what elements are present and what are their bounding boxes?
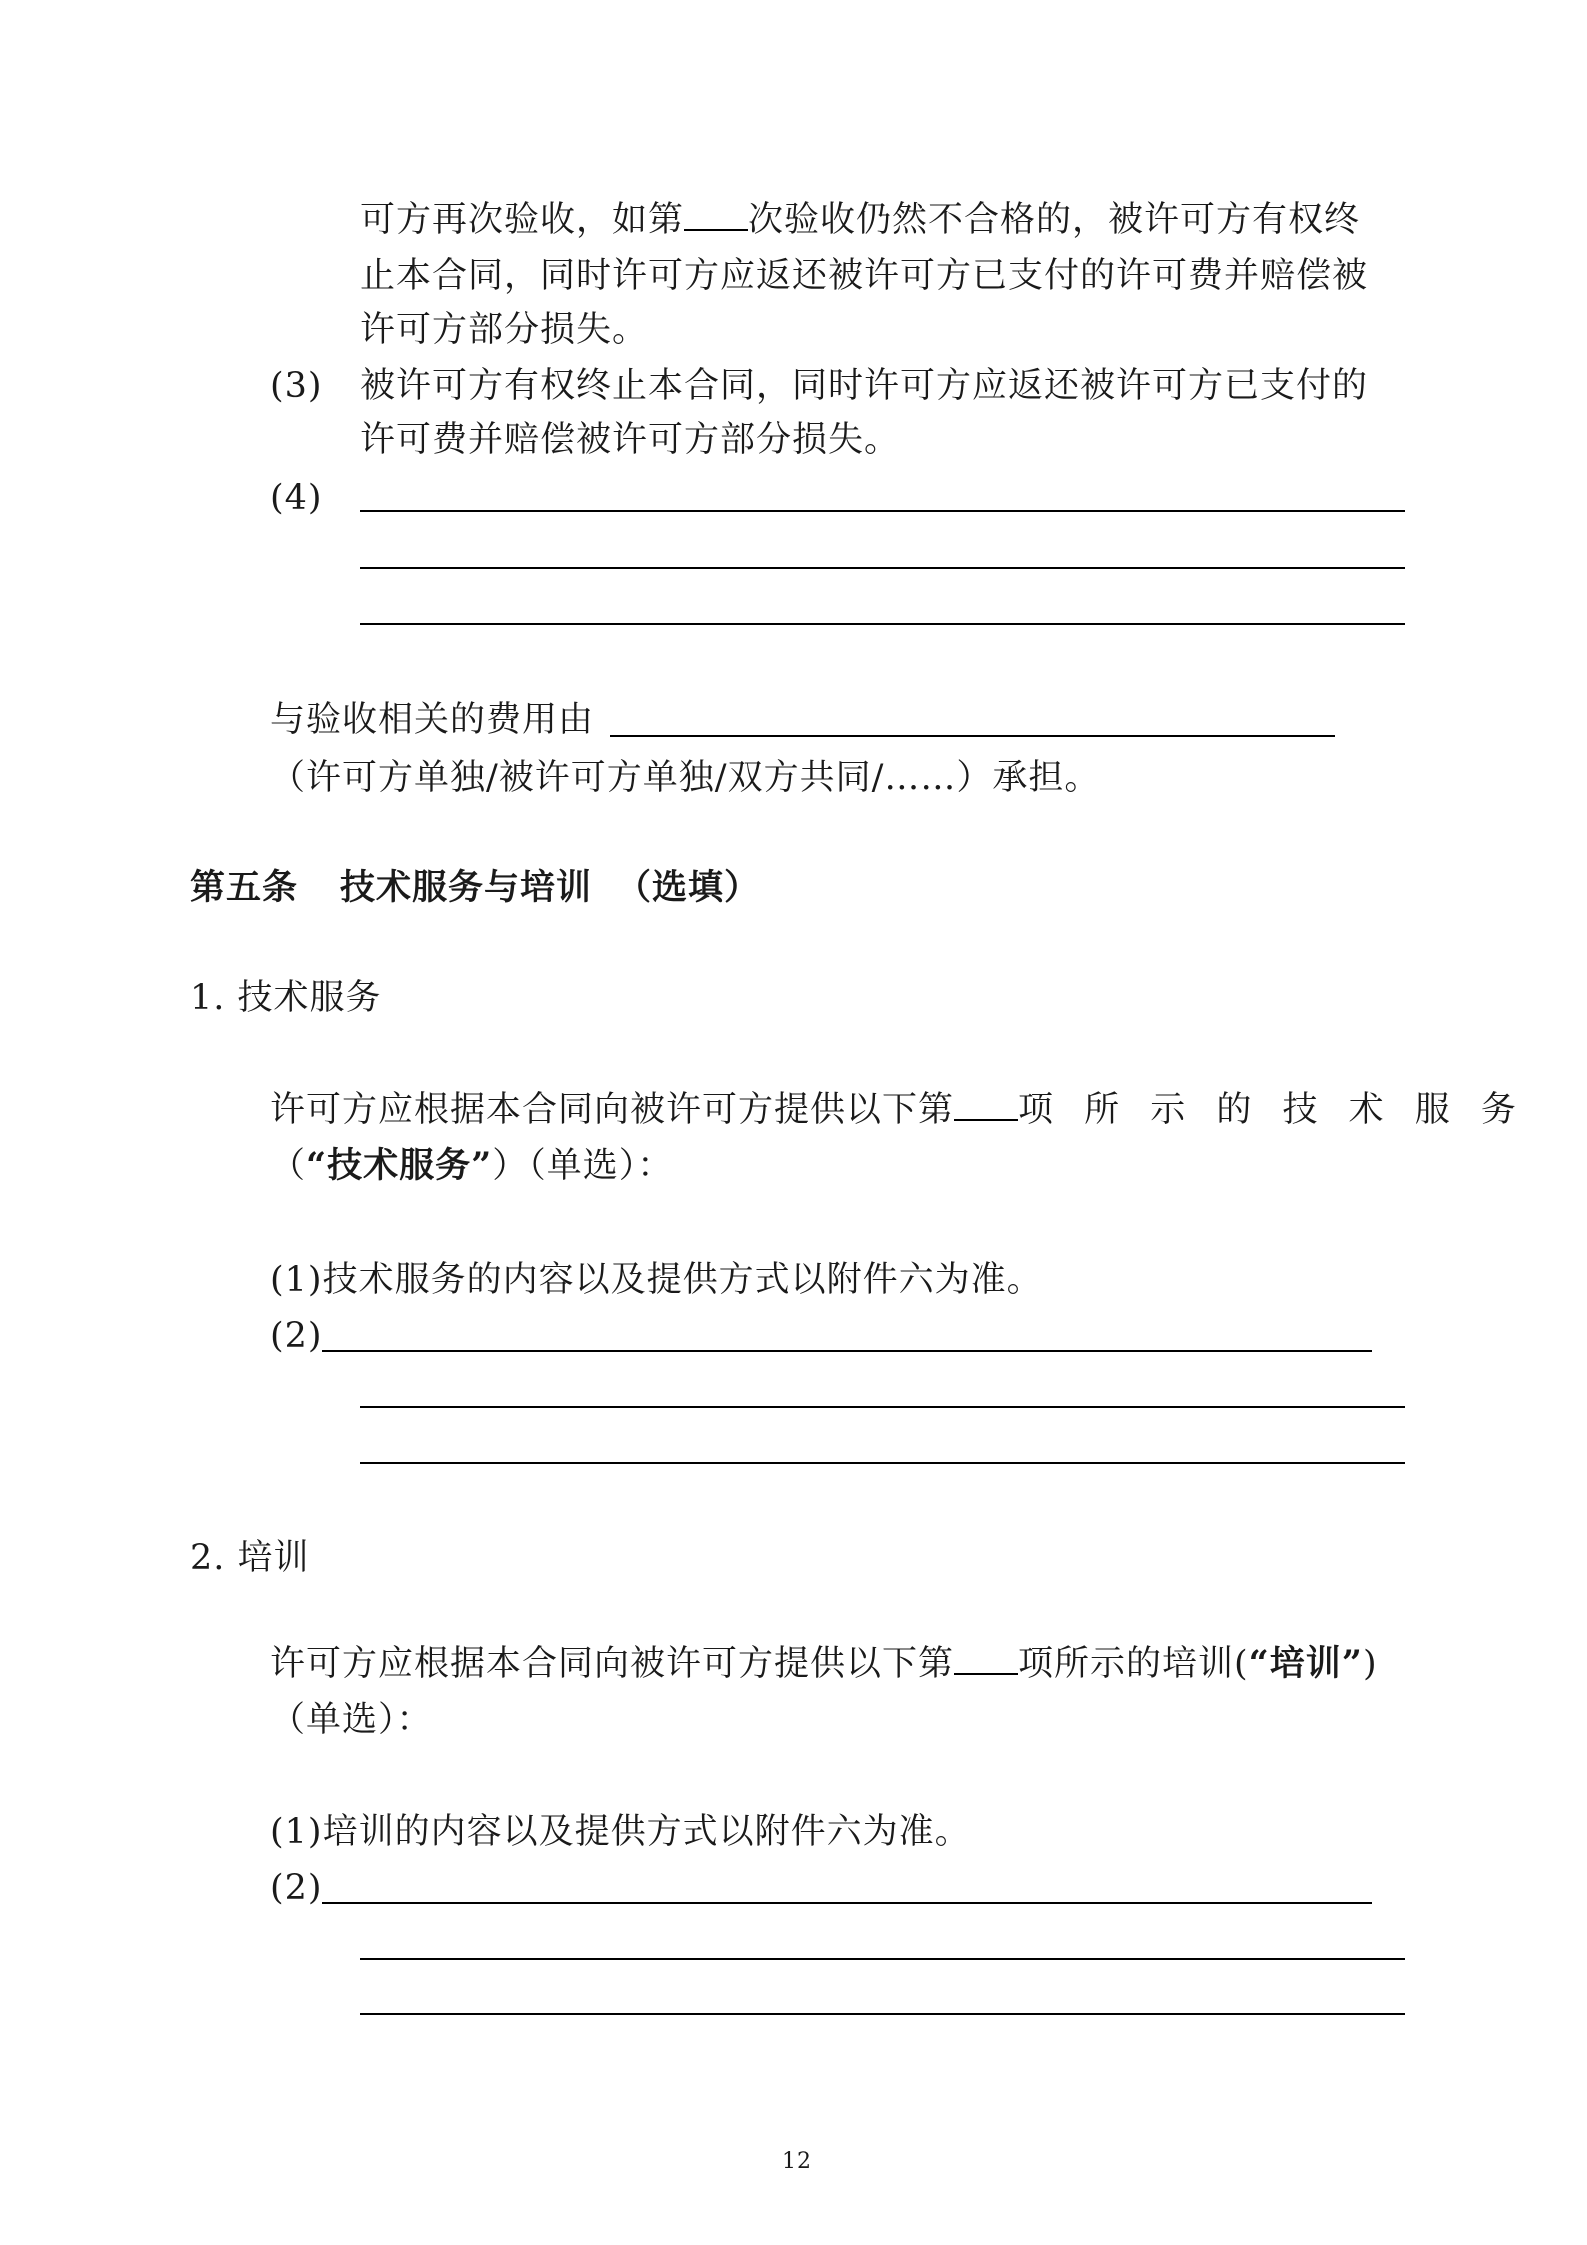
tech-service-option-1: (1)技术服务的内容以及提供方式以附件六为准。	[270, 1260, 1043, 1300]
tech-service-heading: 1. 技术服务	[190, 978, 382, 1018]
training-line-1-after: 项所示的培训(	[1018, 1644, 1249, 1684]
article-5-note: （选填）	[616, 867, 761, 908]
acceptance-line-1	[360, 192, 1360, 248]
tech-service-option-2-number: (2)	[270, 1316, 323, 1356]
training-option-2-fill-line-2[interactable]	[360, 1958, 1405, 1960]
training-line-2: （单选）：	[270, 1700, 433, 1740]
tech-service-line-1-before: 许可方应根据本合同向被许可方提供以下第	[270, 1090, 955, 1130]
item-3-number: (3)	[270, 366, 323, 406]
item-3-line-2: 许可费并赔偿被许可方部分损失。	[360, 420, 901, 460]
tech-service-line-2	[270, 1138, 673, 1194]
acceptance-line-3: 许可方部分损失。	[360, 310, 649, 350]
article-5-title: 技术服务与培训	[340, 867, 593, 908]
training-line-1	[270, 1636, 1378, 1692]
acceptance-line-1-after: 次验收仍然不合格的，被许可方有权终	[748, 200, 1361, 240]
item-3-line-1: 被许可方有权终止本合同，同时许可方应返还被许可方已支付的	[360, 366, 1369, 406]
training-option-2-fill-line-3[interactable]	[360, 2013, 1405, 2015]
tech-service-option-2-fill-line-2[interactable]	[360, 1406, 1405, 1408]
cost-note: （许可方单独/被许可方单独/双方共同/……）承担。	[270, 758, 1101, 798]
page-number: 12	[782, 2149, 812, 2174]
tech-service-defined-term: “技术服务”	[306, 1145, 493, 1186]
article-5-number: 第五条	[190, 867, 299, 908]
acceptance-line-2: 止本合同，同时许可方应返还被许可方已支付的许可费并赔偿被	[360, 256, 1369, 296]
tech-service-line-2-rest: ）（单选）：	[492, 1146, 674, 1186]
article-5-heading	[190, 860, 760, 916]
tech-service-line-1-after: 项 所 示 的 技 术 服 务	[1018, 1090, 1526, 1130]
tech-service-option-2-fill-line-1[interactable]	[322, 1350, 1372, 1352]
item-4-fill-line-2[interactable]	[360, 567, 1405, 569]
blank-training-option[interactable]	[954, 1672, 1018, 1675]
item-4-fill-line-3[interactable]	[360, 623, 1405, 625]
acceptance-line-1-before: 可方再次验收，如第	[360, 200, 685, 240]
training-option-2-number: (2)	[270, 1868, 323, 1908]
training-heading: 2. 培训	[190, 1538, 310, 1578]
item-4-fill-line-1[interactable]	[360, 510, 1405, 512]
training-line-1-before: 许可方应根据本合同向被许可方提供以下第	[270, 1644, 955, 1684]
item-4-number: (4)	[270, 478, 323, 518]
blank-retest-number[interactable]	[684, 228, 748, 231]
training-option-2-fill-line-1[interactable]	[322, 1902, 1372, 1904]
blank-tech-service-option[interactable]	[954, 1118, 1018, 1121]
training-defined-term: “培训”	[1248, 1643, 1363, 1684]
cost-label: 与验收相关的费用由	[270, 700, 595, 740]
training-option-1: (1)培训的内容以及提供方式以附件六为准。	[270, 1812, 971, 1852]
tech-service-line-1	[270, 1082, 1526, 1138]
training-paren-close: )	[1362, 1644, 1378, 1684]
tech-service-paren-open: （	[270, 1146, 307, 1186]
cost-bearer-fill-line[interactable]	[610, 735, 1335, 737]
tech-service-option-2-fill-line-3[interactable]	[360, 1462, 1405, 1464]
